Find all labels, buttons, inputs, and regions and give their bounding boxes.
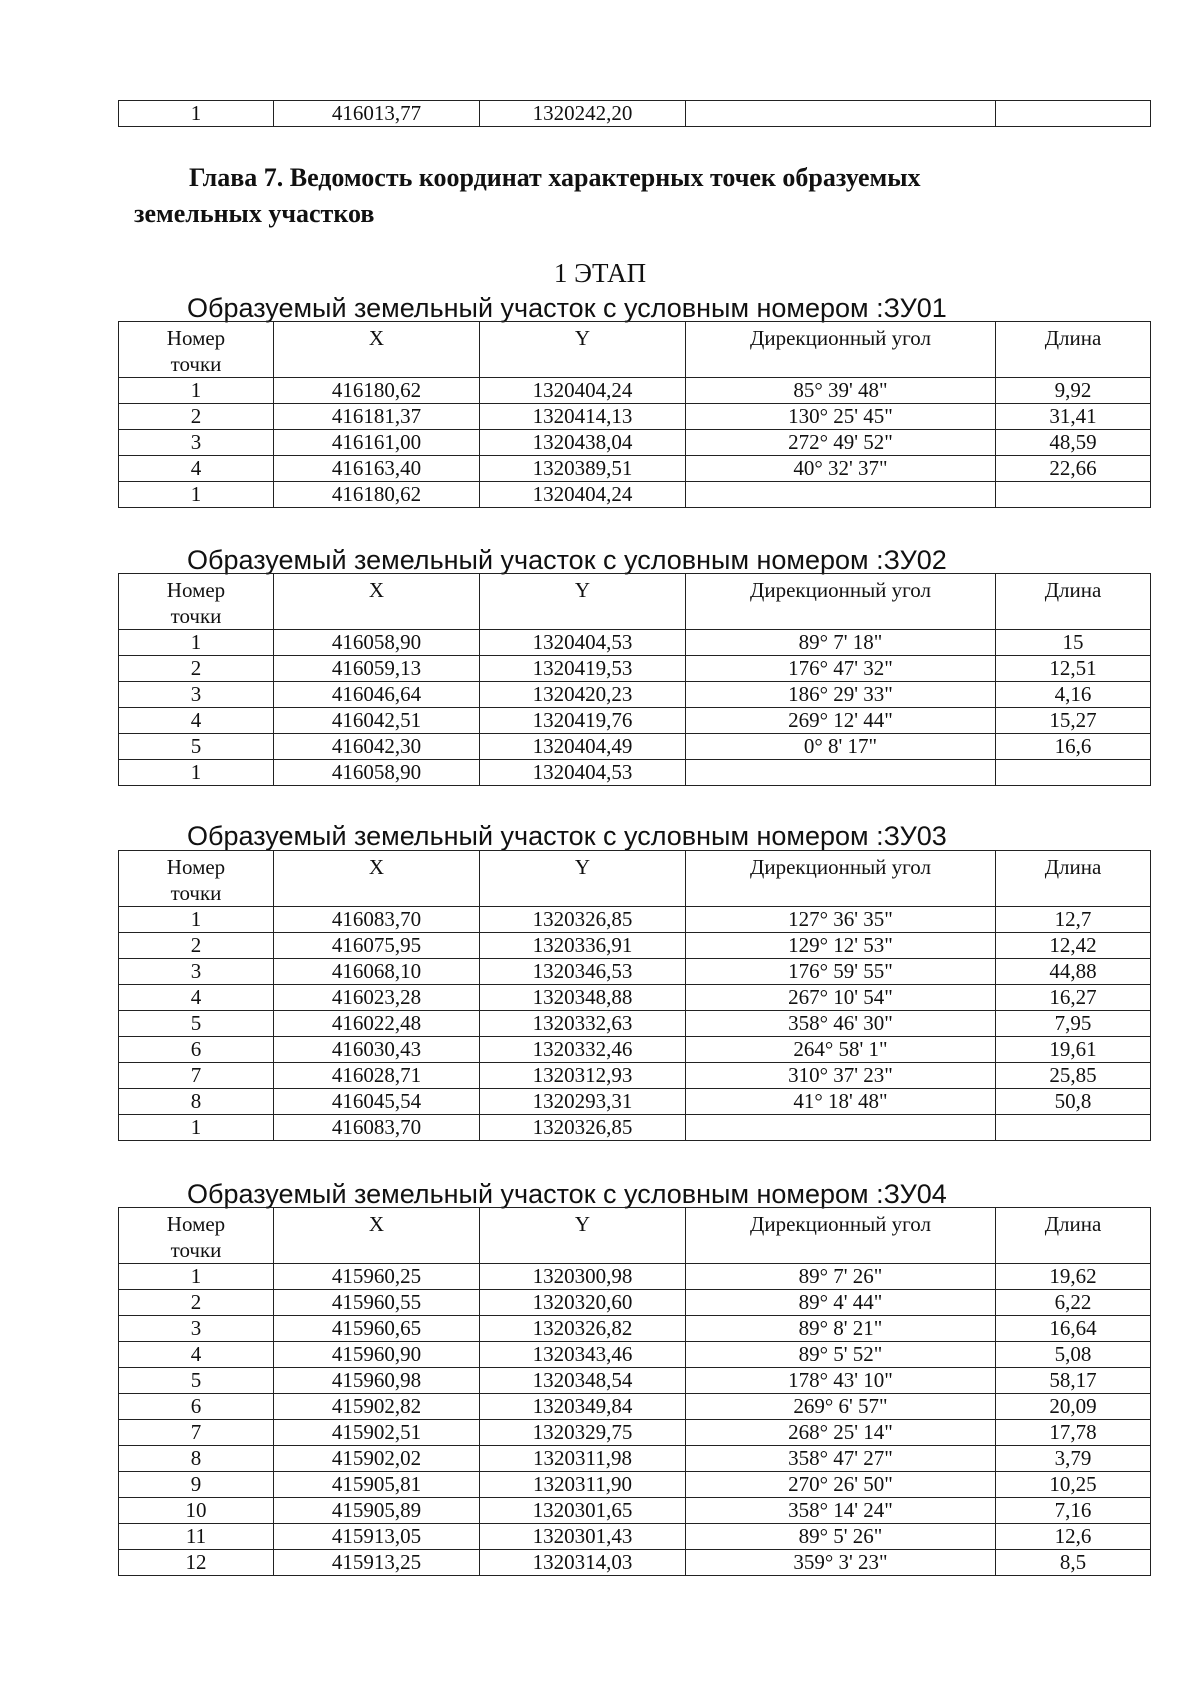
cell-angle: 264° 58' 1" [686, 1037, 996, 1063]
cell-x: 415902,82 [274, 1394, 480, 1420]
cell-point-number: 2 [119, 1290, 274, 1316]
cell-point-number: 8 [119, 1446, 274, 1472]
cell-angle: 268° 25' 14" [686, 1420, 996, 1446]
table-row [119, 1316, 1151, 1342]
cell-point-number: 1 [119, 1115, 274, 1141]
cell-x: 416083,70 [274, 1115, 480, 1141]
cell-point-number: 9 [119, 1472, 274, 1498]
table-row [119, 1037, 1151, 1063]
cell-length: 48,59 [996, 430, 1151, 456]
cell-length: 19,62 [996, 1264, 1151, 1290]
cell-angle: 85° 39' 48" [686, 378, 996, 404]
cell-angle: 358° 46' 30" [686, 1011, 996, 1037]
cell-y: 1320404,24 [480, 482, 686, 508]
cell-length [996, 760, 1151, 786]
cell-length: 8,5 [996, 1550, 1151, 1576]
cell-point-number: 4 [119, 985, 274, 1011]
cell-length: 6,22 [996, 1290, 1151, 1316]
header-length: Длина [996, 322, 1151, 378]
header-direction-angle: Дирекционный угол [686, 574, 996, 630]
table-row [119, 985, 1151, 1011]
table-row [119, 907, 1151, 933]
cell-point-number: 1 [119, 630, 274, 656]
table-header-row [119, 574, 1151, 630]
cell-angle: 40° 32' 37" [686, 456, 996, 482]
table-row [119, 1550, 1151, 1576]
cell-y: 1320389,51 [480, 456, 686, 482]
cell-x: 416045,54 [274, 1089, 480, 1115]
parcel-title: Образуемый земельный участок с условным номером :ЗУ03 [187, 821, 947, 851]
cell-angle: 272° 49' 52" [686, 430, 996, 456]
cell-y: 1320343,46 [480, 1342, 686, 1368]
table-row [119, 482, 1151, 508]
table-row [119, 760, 1151, 786]
cell-y: 1320332,46 [480, 1037, 686, 1063]
cell-length [996, 1115, 1151, 1141]
cell-point-number: 3 [119, 682, 274, 708]
cell-angle: 176° 47' 32" [686, 656, 996, 682]
cell-point-number: 4 [119, 1342, 274, 1368]
cell-y: 1320326,85 [480, 1115, 686, 1141]
cell-length: 22,66 [996, 456, 1151, 482]
cell-point-number: 4 [119, 456, 274, 482]
table-row [119, 1524, 1151, 1550]
header-point-number: Номер точки [119, 322, 274, 378]
table-row [119, 630, 1151, 656]
table-header-row [119, 851, 1151, 907]
cell-x: 416022,48 [274, 1011, 480, 1037]
table-row [119, 430, 1151, 456]
parcel-title: Образуемый земельный участок с условным номером :ЗУ04 [187, 1179, 947, 1209]
parcel-title: Образуемый земельный участок с условным номером :ЗУ02 [187, 545, 947, 575]
cell-y: 1320404,53 [480, 760, 686, 786]
cell-x: 415913,25 [274, 1550, 480, 1576]
cell-angle: 269° 12' 44" [686, 708, 996, 734]
cell-x: 416042,51 [274, 708, 480, 734]
table-row [119, 656, 1151, 682]
cell-length: 31,41 [996, 404, 1151, 430]
cell-point-number: 5 [119, 1011, 274, 1037]
cell-x: 415960,65 [274, 1316, 480, 1342]
header-point-number: Номер точки [119, 851, 274, 907]
cell-point-number: 1 [119, 482, 274, 508]
header-y: Y [480, 322, 686, 378]
cell-point-number: 1 [119, 378, 274, 404]
cell-angle: 270° 26' 50" [686, 1472, 996, 1498]
cell-angle: 358° 47' 27" [686, 1446, 996, 1472]
table-row [119, 734, 1151, 760]
table-row [119, 708, 1151, 734]
cell-x: 416042,30 [274, 734, 480, 760]
header-length: Длина [996, 574, 1151, 630]
cell-angle [686, 482, 996, 508]
table-row [119, 1063, 1151, 1089]
header-direction-angle: Дирекционный угол [686, 322, 996, 378]
cell-angle: 267° 10' 54" [686, 985, 996, 1011]
cell-length: 20,09 [996, 1394, 1151, 1420]
cell-point-number: 6 [119, 1037, 274, 1063]
cell-angle: 89° 8' 21" [686, 1316, 996, 1342]
cell-x: 415960,25 [274, 1264, 480, 1290]
table-row [119, 959, 1151, 985]
table-row [119, 404, 1151, 430]
cell-x: 416058,90 [274, 630, 480, 656]
cell-y: 1320293,31 [480, 1089, 686, 1115]
cell-point-number: 3 [119, 430, 274, 456]
cell-y: 1320414,13 [480, 404, 686, 430]
cell-x: 416181,37 [274, 404, 480, 430]
cell-point-number: 7 [119, 1420, 274, 1446]
cell-point-number: 2 [119, 404, 274, 430]
cell-length: 50,8 [996, 1089, 1151, 1115]
parcel-title: Образуемый земельный участок с условным номером :ЗУ01 [187, 293, 947, 323]
cell-length: 15,27 [996, 708, 1151, 734]
cell-point-number: 5 [119, 734, 274, 760]
header-point-number: Номер точки [119, 574, 274, 630]
cell-length: 12,7 [996, 907, 1151, 933]
table-row [119, 1446, 1151, 1472]
cell-y: 1320242,20 [480, 101, 686, 127]
cell-y: 1320348,54 [480, 1368, 686, 1394]
cell-point-number: 1 [119, 1264, 274, 1290]
cell-x: 415902,02 [274, 1446, 480, 1472]
cell-angle: 358° 14' 24" [686, 1498, 996, 1524]
table-row [119, 378, 1151, 404]
cell-x: 416180,62 [274, 482, 480, 508]
cell-x: 416028,71 [274, 1063, 480, 1089]
cell-y: 1320346,53 [480, 959, 686, 985]
chapter-title: Глава 7. Ведомость координат характерных точек образуемых земельных участков [134, 163, 921, 228]
header-direction-angle: Дирекционный угол [686, 1208, 996, 1264]
header-point-number: Номер точки [119, 1208, 274, 1264]
cell-length: 4,16 [996, 682, 1151, 708]
cell-x: 416023,28 [274, 985, 480, 1011]
cell-length: 9,92 [996, 378, 1151, 404]
cell-angle: 89° 5' 52" [686, 1342, 996, 1368]
cell-angle [686, 760, 996, 786]
cell-angle: 89° 7' 18" [686, 630, 996, 656]
cell-y: 1320326,82 [480, 1316, 686, 1342]
cell-y: 1320332,63 [480, 1011, 686, 1037]
cell-length: 12,42 [996, 933, 1151, 959]
cell-angle: 176° 59' 55" [686, 959, 996, 985]
cell-x: 415902,51 [274, 1420, 480, 1446]
cell-length: 7,95 [996, 1011, 1151, 1037]
cell-point-number: 3 [119, 959, 274, 985]
header-y: Y [480, 1208, 686, 1264]
table-row [119, 1115, 1151, 1141]
cell-y: 1320326,85 [480, 907, 686, 933]
table-row [119, 933, 1151, 959]
cell-x: 416013,77 [274, 101, 480, 127]
table-row [119, 1290, 1151, 1316]
cell-length: 58,17 [996, 1368, 1151, 1394]
cell-length: 15 [996, 630, 1151, 656]
cell-x: 416161,00 [274, 430, 480, 456]
cell-length: 12,51 [996, 656, 1151, 682]
table-row [119, 456, 1151, 482]
cell-x: 416083,70 [274, 907, 480, 933]
cell-point-number: 1 [119, 760, 274, 786]
cell-length: 25,85 [996, 1063, 1151, 1089]
cell-y: 1320311,90 [480, 1472, 686, 1498]
cell-length: 16,6 [996, 734, 1151, 760]
cell-x: 415905,81 [274, 1472, 480, 1498]
cell-x: 415960,55 [274, 1290, 480, 1316]
table-row [119, 1394, 1151, 1420]
table-row [119, 1011, 1151, 1037]
cell-length: 19,61 [996, 1037, 1151, 1063]
table-row [119, 1342, 1151, 1368]
cell-x: 416163,40 [274, 456, 480, 482]
previous-table-fragment [118, 100, 1151, 127]
cell-x: 415960,90 [274, 1342, 480, 1368]
cell-y: 1320312,93 [480, 1063, 686, 1089]
cell-length: 17,78 [996, 1420, 1151, 1446]
cell-y: 1320348,88 [480, 985, 686, 1011]
header-direction-angle: Дирекционный угол [686, 851, 996, 907]
table-header-row [119, 1208, 1151, 1264]
cell-point-number: 1 [119, 101, 274, 127]
cell-y: 1320404,24 [480, 378, 686, 404]
cell-y: 1320320,60 [480, 1290, 686, 1316]
table-row [119, 101, 1151, 127]
cell-point-number: 10 [119, 1498, 274, 1524]
cell-angle: 129° 12' 53" [686, 933, 996, 959]
header-y: Y [480, 574, 686, 630]
cell-y: 1320404,53 [480, 630, 686, 656]
cell-point-number: 12 [119, 1550, 274, 1576]
cell-y: 1320420,23 [480, 682, 686, 708]
cell-point-number: 8 [119, 1089, 274, 1115]
table-row [119, 1089, 1151, 1115]
cell-y: 1320404,49 [480, 734, 686, 760]
header-length: Длина [996, 1208, 1151, 1264]
table-row [119, 682, 1151, 708]
cell-angle: 269° 6' 57" [686, 1394, 996, 1420]
coordinates-table [118, 1207, 1151, 1576]
cell-x: 416059,13 [274, 656, 480, 682]
cell-y: 1320301,65 [480, 1498, 686, 1524]
cell-y: 1320300,98 [480, 1264, 686, 1290]
cell-point-number: 3 [119, 1316, 274, 1342]
coordinates-table [118, 573, 1151, 786]
cell-point-number: 1 [119, 907, 274, 933]
cell-angle: 178° 43' 10" [686, 1368, 996, 1394]
table-row [119, 1472, 1151, 1498]
cell-angle: 41° 18' 48" [686, 1089, 996, 1115]
cell-angle: 89° 4' 44" [686, 1290, 996, 1316]
cell-point-number: 6 [119, 1394, 274, 1420]
cell-length: 5,08 [996, 1342, 1151, 1368]
cell-x: 416180,62 [274, 378, 480, 404]
cell-length: 12,6 [996, 1524, 1151, 1550]
table-header-row [119, 322, 1151, 378]
cell-angle: 127° 36' 35" [686, 907, 996, 933]
cell-angle: 359° 3' 23" [686, 1550, 996, 1576]
table-row [119, 1264, 1151, 1290]
cell-length: 3,79 [996, 1446, 1151, 1472]
cell-y: 1320329,75 [480, 1420, 686, 1446]
cell-length [996, 482, 1151, 508]
cell-angle [686, 101, 996, 127]
header-x: X [274, 574, 480, 630]
cell-angle: 0° 8' 17" [686, 734, 996, 760]
cell-y: 1320349,84 [480, 1394, 686, 1420]
cell-y: 1320419,76 [480, 708, 686, 734]
cell-y: 1320419,53 [480, 656, 686, 682]
cell-point-number: 4 [119, 708, 274, 734]
cell-y: 1320438,04 [480, 430, 686, 456]
cell-angle: 130° 25' 45" [686, 404, 996, 430]
cell-x: 415960,98 [274, 1368, 480, 1394]
cell-x: 416030,43 [274, 1037, 480, 1063]
cell-y: 1320311,98 [480, 1446, 686, 1472]
header-length: Длина [996, 851, 1151, 907]
cell-length: 16,64 [996, 1316, 1151, 1342]
cell-x: 416068,10 [274, 959, 480, 985]
cell-point-number: 2 [119, 656, 274, 682]
cell-y: 1320336,91 [480, 933, 686, 959]
cell-angle: 186° 29' 33" [686, 682, 996, 708]
cell-angle [686, 1115, 996, 1141]
coordinates-table [118, 850, 1151, 1141]
cell-length: 44,88 [996, 959, 1151, 985]
table-row [119, 1368, 1151, 1394]
coordinates-table [118, 321, 1151, 508]
cell-x: 416075,95 [274, 933, 480, 959]
cell-length [996, 101, 1151, 127]
cell-point-number: 5 [119, 1368, 274, 1394]
table-row [119, 1420, 1151, 1446]
cell-y: 1320314,03 [480, 1550, 686, 1576]
cell-length: 10,25 [996, 1472, 1151, 1498]
cell-point-number: 11 [119, 1524, 274, 1550]
header-x: X [274, 851, 480, 907]
table-row [119, 1498, 1151, 1524]
header-x: X [274, 1208, 480, 1264]
cell-x: 415913,05 [274, 1524, 480, 1550]
cell-x: 415905,89 [274, 1498, 480, 1524]
cell-angle: 310° 37' 23" [686, 1063, 996, 1089]
header-y: Y [480, 851, 686, 907]
cell-x: 416058,90 [274, 760, 480, 786]
cell-angle: 89° 5' 26" [686, 1524, 996, 1550]
stage-title: 1 ЭТАП [553, 258, 647, 288]
cell-length: 7,16 [996, 1498, 1151, 1524]
cell-x: 416046,64 [274, 682, 480, 708]
cell-y: 1320301,43 [480, 1524, 686, 1550]
cell-angle: 89° 7' 26" [686, 1264, 996, 1290]
cell-point-number: 7 [119, 1063, 274, 1089]
header-x: X [274, 322, 480, 378]
cell-point-number: 2 [119, 933, 274, 959]
cell-length: 16,27 [996, 985, 1151, 1011]
